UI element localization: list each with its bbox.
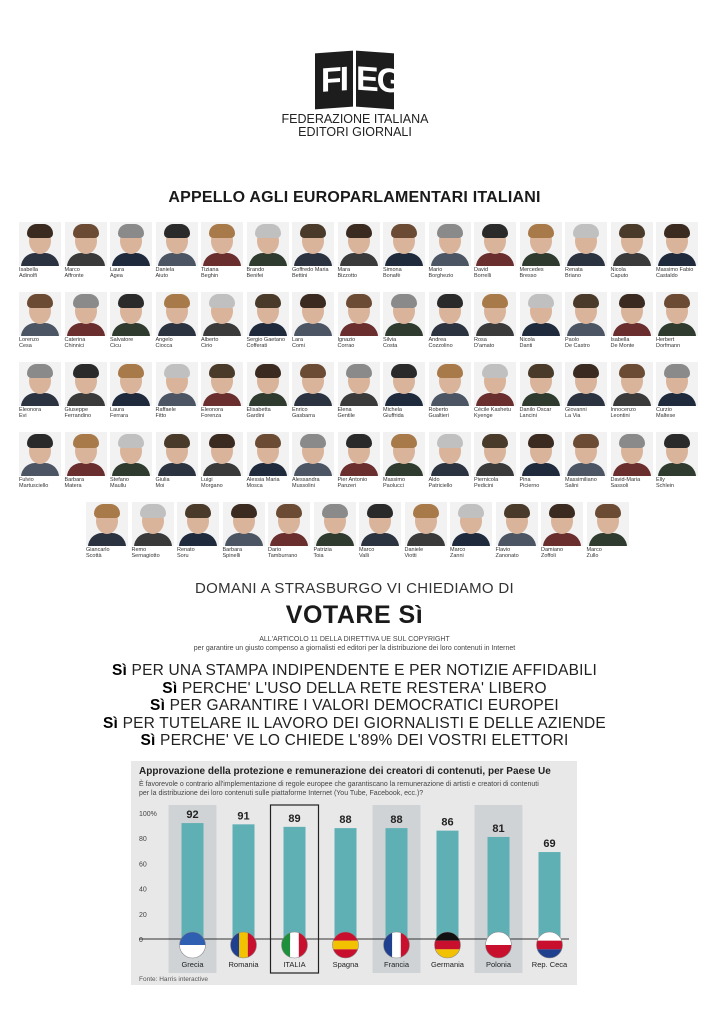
mep-name: Barbara Spinelli xyxy=(222,547,243,559)
chart-title: Approvazione della protezione e remunerazione dei creatori di contenuti, per Paese Ue xyxy=(139,766,551,777)
bar-spagna xyxy=(335,828,357,939)
bar-repceca xyxy=(539,852,561,939)
mep-card xyxy=(611,292,653,349)
mep-name: Caterina Chinnici xyxy=(64,337,86,349)
mep-portrait xyxy=(86,502,128,546)
mep-portrait xyxy=(156,432,198,476)
mep-card xyxy=(292,292,334,349)
mep-portrait xyxy=(429,362,471,406)
mep-card xyxy=(565,292,607,349)
domani-heading: DOMANI A STRASBURGO VI CHIEDIAMO DI xyxy=(195,580,514,597)
mep-portrait xyxy=(565,292,607,336)
mep-card xyxy=(565,222,607,279)
mep-portrait xyxy=(292,432,334,476)
mep-name: Rosa D'amato xyxy=(474,337,495,349)
mep-card xyxy=(656,222,698,279)
mep-name: David-Maria Sassoli xyxy=(610,477,641,489)
mep-name: Renata Briano xyxy=(565,267,583,279)
mep-name: Marco Affronte xyxy=(64,267,84,279)
mep-name: Cécile Kashetu Kyenge xyxy=(474,407,511,419)
appeal-title: APPELLO AGLI EUROPARLAMENTARI ITALIANI xyxy=(168,189,541,206)
logo-left-block: FI xyxy=(315,51,353,110)
mep-portrait xyxy=(201,432,243,476)
mep-card xyxy=(338,222,380,279)
mep-card xyxy=(587,502,629,559)
slogan-si: Sì xyxy=(103,714,119,732)
mep-card xyxy=(383,292,425,349)
mep-portrait xyxy=(292,222,334,266)
mep-card xyxy=(201,222,243,279)
mep-card xyxy=(656,362,698,419)
category-label: Germania xyxy=(431,960,464,969)
mep-card xyxy=(65,292,107,349)
mep-portrait xyxy=(110,292,152,336)
mep-name: Massimiliano Salini xyxy=(565,477,597,489)
mep-portrait xyxy=(223,502,265,546)
mep-name: Simona Bonafè xyxy=(383,267,402,279)
mep-name: Raffaele Fitto xyxy=(155,407,176,419)
mep-name: Tiziana Beghin xyxy=(201,267,219,279)
mep-card xyxy=(359,502,401,559)
mep-card xyxy=(496,502,538,559)
slogan-line xyxy=(0,732,709,750)
mep-card xyxy=(247,362,289,419)
mep-card xyxy=(429,432,471,489)
value-label: 91 xyxy=(237,810,250,823)
mep-portrait xyxy=(520,432,562,476)
mep-name: Giuseppe Ferrandino xyxy=(64,407,92,419)
category-label: Rep. Ceca xyxy=(531,960,568,969)
mep-portrait xyxy=(383,362,425,406)
mep-card xyxy=(247,222,289,279)
mep-card xyxy=(110,292,152,349)
mep-portrait xyxy=(656,222,698,266)
slogan-text: PERCHE' L'USO DELLA RETE RESTERA' LIBERO xyxy=(177,679,547,697)
bar-romania xyxy=(233,824,255,939)
mep-portrait xyxy=(474,432,516,476)
mep-card xyxy=(19,432,61,489)
mep-card xyxy=(65,362,107,419)
mep-card xyxy=(201,432,243,489)
mep-portrait xyxy=(565,432,607,476)
article-line-1: ALL'ARTICOLO 11 DELLA DIRETTIVA UE SUL COPYRIGHT xyxy=(259,636,450,643)
mep-name: Luigi Morgano xyxy=(201,477,223,489)
mep-name: Laura Ferrara xyxy=(110,407,129,419)
mep-name: Massimo Paolucci xyxy=(383,477,406,489)
mep-name: Andrea Cozzolino xyxy=(428,337,453,349)
y-tick-label: 100% xyxy=(139,811,157,818)
mep-portrait xyxy=(611,222,653,266)
logo-right-block: EG xyxy=(356,51,394,110)
mep-portrait xyxy=(110,222,152,266)
mep-name: Elisabetta Gardini xyxy=(246,407,271,419)
mep-portrait xyxy=(496,502,538,546)
mep-name: Giulia Moi xyxy=(155,477,170,489)
mep-name: Remo Sernagiotto xyxy=(131,547,160,559)
mep-name: Innocenzo Leontini xyxy=(610,407,636,419)
mep-card xyxy=(474,222,516,279)
y-tick-label: 40 xyxy=(139,886,147,894)
mep-card xyxy=(110,432,152,489)
mep-name: Giovanni La Via xyxy=(565,407,587,419)
bar-polonia xyxy=(488,837,510,939)
mep-name: Herbert Dorfmann xyxy=(656,337,681,349)
mep-portrait xyxy=(429,222,471,266)
bar-italia xyxy=(284,827,306,939)
value-label: 88 xyxy=(339,814,352,827)
mep-card xyxy=(656,292,698,349)
mep-card xyxy=(520,222,562,279)
mep-portrait xyxy=(611,362,653,406)
mep-portrait xyxy=(338,362,380,406)
slogan-text: PER UNA STAMPA INDIPENDENTE E PER NOTIZIE AFFIDABILI xyxy=(127,662,597,679)
organization-name xyxy=(250,113,460,139)
mep-name: Alberto Cirio xyxy=(201,337,219,349)
category-label: Polonia xyxy=(485,960,512,969)
mep-portrait xyxy=(474,222,516,266)
mep-card xyxy=(474,362,516,419)
mep-card xyxy=(156,292,198,349)
mep-card xyxy=(110,222,152,279)
mep-portrait xyxy=(611,292,653,336)
mep-name: Paolo De Castro xyxy=(565,337,590,349)
mep-name: Lara Comi xyxy=(292,337,305,349)
slogan-line xyxy=(0,697,709,715)
slogan-si: Sì xyxy=(150,697,166,714)
fieg-logo xyxy=(315,52,402,108)
mep-name: Patrizia Toia xyxy=(313,547,332,559)
mep-portrait xyxy=(429,292,471,336)
mep-name: Sergio Gaetano Cofferati xyxy=(246,337,286,349)
mep-name: Damiano Zoffoli xyxy=(541,547,564,559)
mep-card xyxy=(156,432,198,489)
mep-card xyxy=(156,362,198,419)
mep-portrait xyxy=(541,502,583,546)
mep-portrait xyxy=(247,362,289,406)
mep-name: David Borrelli xyxy=(474,267,492,279)
chart-source: Fonte: Harris interactive xyxy=(139,976,208,983)
mep-name: Daniele Viotti xyxy=(404,547,424,559)
mep-card xyxy=(565,362,607,419)
mep-portrait xyxy=(520,362,562,406)
mep-card xyxy=(429,362,471,419)
mep-name: Aldo Patriciello xyxy=(428,477,453,489)
mep-name: Roberto Gualtieri xyxy=(428,407,449,419)
chart-question-line-2: per la distribuzione dei loro contenuti sulle piattaforme Internet (You Tube, Facebook, ecc.)? xyxy=(139,790,424,797)
mep-card xyxy=(429,292,471,349)
mep-portrait xyxy=(611,432,653,476)
mep-portrait xyxy=(383,292,425,336)
mep-name: Fulvio Martusciello xyxy=(19,477,49,489)
mep-card xyxy=(314,502,356,559)
mep-name: Salvatore Cicu xyxy=(110,337,134,349)
mep-portrait xyxy=(201,292,243,336)
mep-portrait xyxy=(132,502,174,546)
slogan-line xyxy=(0,680,709,698)
mep-name: Lorenzo Cesa xyxy=(19,337,39,349)
mep-portrait xyxy=(383,222,425,266)
slogan-text: PER GARANTIRE I VALORI DEMOCRATICI EUROPEI xyxy=(165,697,559,714)
mep-portrait xyxy=(201,222,243,266)
y-tick-label: 80 xyxy=(139,836,147,844)
mep-name: Piernicola Pedicini xyxy=(474,477,499,489)
y-tick-label: 0 xyxy=(139,937,143,944)
slogan-si: Sì xyxy=(112,662,128,679)
mep-portrait xyxy=(338,432,380,476)
mep-card xyxy=(520,292,562,349)
mep-name: Marco Valli xyxy=(359,547,375,559)
y-tick-label: 20 xyxy=(139,911,147,919)
mep-portrait xyxy=(247,222,289,266)
mep-portrait xyxy=(156,222,198,266)
mep-card xyxy=(338,432,380,489)
chart-question-line-1: È favorevole o contrario all'implementazione di regole europee che garantiscano la remunerazione di artisti e creatori di contenuti xyxy=(139,781,539,788)
value-label: 88 xyxy=(390,814,403,827)
mep-card xyxy=(338,292,380,349)
mep-portrait xyxy=(656,292,698,336)
mep-portrait xyxy=(110,362,152,406)
value-label: 86 xyxy=(441,816,454,829)
mep-card xyxy=(19,222,61,279)
mep-name: Stefano Maullu xyxy=(110,477,129,489)
mep-card xyxy=(247,292,289,349)
mep-portrait xyxy=(314,502,356,546)
mep-portrait xyxy=(656,432,698,476)
mep-portrait xyxy=(292,292,334,336)
category-label: Francia xyxy=(383,960,410,969)
mep-card xyxy=(110,362,152,419)
mep-name: Isabella Adinolfi xyxy=(19,267,38,279)
category-label: Spagna xyxy=(332,960,359,969)
poll-chart xyxy=(131,761,577,985)
org-line-1: FEDERAZIONE ITALIANA xyxy=(281,112,429,126)
mep-card xyxy=(292,432,334,489)
mep-card xyxy=(223,502,265,559)
mep-name: Isabella De Monte xyxy=(610,337,635,349)
mep-name: Giancarlo Scottà xyxy=(86,547,110,559)
mep-portrait xyxy=(19,362,61,406)
mep-card xyxy=(611,432,653,489)
mep-card xyxy=(450,502,492,559)
mep-name: Daniela Aiuto xyxy=(155,267,175,279)
mep-card xyxy=(201,292,243,349)
mep-name: Pier Antonio Panzeri xyxy=(337,477,368,489)
mep-portrait xyxy=(474,362,516,406)
mep-name: Angelo Ciocca xyxy=(155,337,173,349)
mep-name: Goffredo Maria Bettini xyxy=(292,267,329,279)
mep-name: Pina Picierno xyxy=(519,477,540,489)
mep-name: Alessandra Mussolini xyxy=(292,477,320,489)
value-label: 69 xyxy=(543,838,556,851)
mep-portrait xyxy=(156,292,198,336)
mep-portrait xyxy=(268,502,310,546)
mep-portrait xyxy=(19,222,61,266)
mep-card xyxy=(565,432,607,489)
mep-card xyxy=(429,222,471,279)
mep-portrait xyxy=(405,502,447,546)
mep-name: Alessia Maria Mosca xyxy=(246,477,280,489)
mep-card xyxy=(247,432,289,489)
mep-card xyxy=(156,222,198,279)
mep-card xyxy=(405,502,447,559)
mep-portrait xyxy=(383,432,425,476)
mep-name: Enrico Gasbarra xyxy=(292,407,315,419)
mep-card xyxy=(65,432,107,489)
slogan-si: Sì xyxy=(162,679,178,697)
chart-plot xyxy=(131,761,577,985)
mep-card xyxy=(611,362,653,419)
slogan-line xyxy=(0,715,709,733)
mep-card xyxy=(383,222,425,279)
mep-name: Mario Borghezio xyxy=(428,267,454,279)
mep-portrait xyxy=(110,432,152,476)
mep-name: Marco Zanni xyxy=(450,547,466,559)
mep-name: Ignazio Corrao xyxy=(337,337,356,349)
article-line-2: per garantire un giusto compenso a giornalisti ed editori per la distribuzione dei loro contenuti in Internet xyxy=(193,645,516,652)
mep-portrait xyxy=(656,362,698,406)
mep-portrait xyxy=(201,362,243,406)
mep-portrait xyxy=(587,502,629,546)
mep-portrait xyxy=(65,362,107,406)
mep-card xyxy=(541,502,583,559)
mep-portrait xyxy=(338,222,380,266)
mep-portrait xyxy=(292,362,334,406)
mep-name: Elena Gentile xyxy=(337,407,355,419)
mep-name: Elly Schlein xyxy=(656,477,675,489)
mep-portrait xyxy=(429,432,471,476)
y-tick-label: 60 xyxy=(139,861,147,869)
mep-card xyxy=(292,362,334,419)
mep-portrait xyxy=(247,292,289,336)
mep-card xyxy=(520,362,562,419)
mep-card xyxy=(292,222,334,279)
value-label: 81 xyxy=(492,822,505,835)
mep-name: Renato Soru xyxy=(177,547,195,559)
mep-portrait xyxy=(520,292,562,336)
mep-name: Silvia Costa xyxy=(383,337,398,349)
mep-name: Marco Zullo xyxy=(586,547,602,559)
mep-portrait xyxy=(338,292,380,336)
mep-card xyxy=(474,432,516,489)
slogan-list xyxy=(0,662,709,750)
slogan-si: Sì xyxy=(140,732,156,749)
mep-portrait xyxy=(177,502,219,546)
mep-portrait xyxy=(156,362,198,406)
category-label: Grecia xyxy=(181,960,204,969)
mep-portrait xyxy=(19,432,61,476)
mep-card xyxy=(65,222,107,279)
mep-portrait xyxy=(19,292,61,336)
value-label: 92 xyxy=(186,809,199,822)
org-line-2: EDITORI GIORNALI xyxy=(298,125,412,139)
bar-germania xyxy=(437,831,459,939)
mep-portrait xyxy=(450,502,492,546)
bar-francia xyxy=(386,828,408,939)
mep-card xyxy=(19,292,61,349)
slogan-line xyxy=(0,662,709,680)
mep-name: Curzio Maltese xyxy=(656,407,676,419)
category-label: Romania xyxy=(228,960,259,969)
mep-name: Laura Agea xyxy=(110,267,125,279)
mep-portrait xyxy=(65,292,107,336)
mep-portrait xyxy=(565,362,607,406)
mep-card xyxy=(383,362,425,419)
mep-card xyxy=(86,502,128,559)
mep-name: Massimo Fabio Castaldo xyxy=(656,267,694,279)
value-label: 89 xyxy=(288,812,301,825)
mep-card xyxy=(338,362,380,419)
mep-portrait xyxy=(474,292,516,336)
mep-card xyxy=(177,502,219,559)
mep-name: Dario Tamburrano xyxy=(268,547,298,559)
mep-portrait xyxy=(520,222,562,266)
mep-name: Brando Benifei xyxy=(246,267,265,279)
mep-portrait xyxy=(359,502,401,546)
mep-card xyxy=(268,502,310,559)
mep-name: Eleonora Forenza xyxy=(201,407,224,419)
mep-name: Mara Bizzotto xyxy=(337,267,358,279)
mep-card xyxy=(132,502,174,559)
mep-name: Barbara Matera xyxy=(64,477,85,489)
mep-card xyxy=(383,432,425,489)
slogan-text: PER TUTELARE IL LAVORO DEI GIORNALISTI E DELLE AZIENDE xyxy=(118,714,606,732)
votare-heading: VOTARE Sì xyxy=(285,601,424,629)
mep-name: Danilo Oscar Lancini xyxy=(519,407,552,419)
mep-portrait xyxy=(65,432,107,476)
mep-name: Mercedes Bresso xyxy=(519,267,544,279)
mep-card xyxy=(611,222,653,279)
mep-card xyxy=(656,432,698,489)
category-label: ITALIA xyxy=(283,960,306,969)
mep-name: Eleonora Evi xyxy=(19,407,42,419)
mep-portrait xyxy=(247,432,289,476)
mep-name: Nicola Caputo xyxy=(610,267,629,279)
slogan-text: PERCHE' VE LO CHIEDE L'89% DEI VOSTRI ELETTORI xyxy=(155,732,569,749)
mep-portrait xyxy=(565,222,607,266)
mep-name: Michela Giuffrida xyxy=(383,407,404,419)
mep-card xyxy=(19,362,61,419)
mep-portrait xyxy=(65,222,107,266)
mep-card xyxy=(201,362,243,419)
mep-name: Flavio Zanonato xyxy=(495,547,519,559)
mep-card xyxy=(474,292,516,349)
mep-name: Nicola Danti xyxy=(519,337,535,349)
mep-card xyxy=(520,432,562,489)
bar-grecia xyxy=(182,823,204,939)
